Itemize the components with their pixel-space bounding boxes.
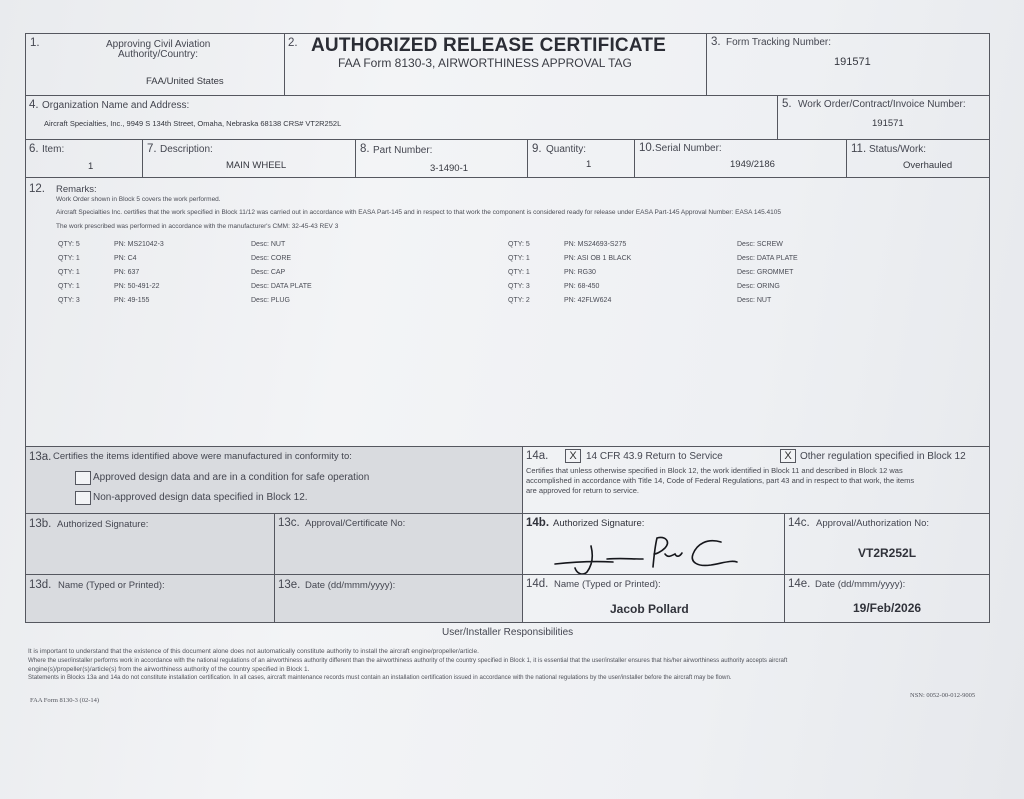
block-14e-number: 14e. xyxy=(788,578,811,590)
block-1-label-line2: Authority/Country: xyxy=(118,49,199,60)
block-9-label: Quantity: xyxy=(546,144,587,155)
part-qty: QTY: 2 xyxy=(508,297,530,304)
block-14a-text-3: are approved for return to service. xyxy=(526,486,639,495)
footer-line-2: Where the user/installer performs work in accordance with the national regulations of an airworthiness authority different than the airworthiness authority of the country specified in Block 1, it is essential that the user/installer ensures that his/her airworthiness authority accepts aircraft xyxy=(28,657,788,664)
quantity-value: 1 xyxy=(586,159,592,170)
part-desc: Desc: CAP xyxy=(251,269,286,276)
part-pn: PN: RG30 xyxy=(564,269,596,276)
block-13d-number: 13d. xyxy=(29,579,52,591)
block-10-number: 10. xyxy=(639,142,655,154)
printed-name: Jacob Pollard xyxy=(610,602,689,616)
block-9 xyxy=(528,140,635,178)
part-qty: QTY: 1 xyxy=(508,269,530,276)
footer-line-3: engine(s)/propeller(s)/article(s) from the airworthiness authority of the country specified in Block 1. xyxy=(28,666,310,673)
part-pn: PN: ASI OB 1 BLACK xyxy=(564,255,632,262)
part-qty: QTY: 1 xyxy=(58,283,80,290)
block-13a xyxy=(26,447,523,514)
block-9-number: 9. xyxy=(532,143,542,155)
part-desc: Desc: DATA PLATE xyxy=(251,283,312,290)
remarks-line-1: Work Order shown in Block 5 covers the work performed. xyxy=(56,196,221,203)
block-6 xyxy=(26,140,143,178)
other-regulation-checkbox[interactable]: X xyxy=(780,449,796,463)
block-14a-number: 14a. xyxy=(526,450,549,462)
approved-design-label: Approved design data and are in a condition for safe operation xyxy=(93,472,370,483)
block-13d xyxy=(26,575,275,622)
remarks-line-3: The work prescribed was performed in accordance with the manufacturer's CMM: 32-45-43 REV 3 xyxy=(56,223,339,230)
release-date: 19/Feb/2026 xyxy=(853,601,922,615)
block-12-remarks xyxy=(26,178,989,447)
part-desc: Desc: CORE xyxy=(251,255,292,262)
block-1-number: 1. xyxy=(30,37,40,49)
block-4 xyxy=(26,96,778,140)
part-desc: Desc: ORING xyxy=(737,283,780,290)
block-14c xyxy=(785,514,989,575)
block-13a-label: Certifies the items identified above were manufactured in conformity to: xyxy=(53,451,352,462)
block-13c-number: 13c. xyxy=(278,517,300,529)
part-pn: PN: 637 xyxy=(114,269,140,276)
block-5-label: Work Order/Contract/Invoice Number: xyxy=(798,99,966,110)
block-1-label-line1: Approving Civil Aviation xyxy=(106,39,211,50)
part-qty: QTY: 3 xyxy=(508,283,530,290)
part-desc: Desc: PLUG xyxy=(251,297,290,304)
part-desc: Desc: NUT xyxy=(251,241,286,248)
work-order-number: 191571 xyxy=(872,118,904,129)
nsn-number: NSN: 0052-00-012-9005 xyxy=(910,692,976,699)
block-12-number: 12. xyxy=(29,183,45,195)
part-qty: QTY: 1 xyxy=(508,255,530,262)
part-qty: QTY: 3 xyxy=(58,297,80,304)
part-pn: PN: MS24693-S275 xyxy=(564,241,627,248)
part-qty: QTY: 1 xyxy=(58,255,80,262)
block-14c-label: Approval/Authorization No: xyxy=(816,518,930,529)
block-12-label: Remarks: xyxy=(56,184,97,195)
block-6-label: Item: xyxy=(42,144,65,155)
block-13e xyxy=(275,575,523,622)
part-pn: PN: 50-491-22 xyxy=(114,283,160,290)
block-11 xyxy=(847,140,989,178)
block-13b-label: Authorized Signature: xyxy=(57,519,149,530)
organization-address: Aircraft Specialties, Inc., 9949 S 134th Street, Omaha, Nebraska 68138 CRS# VT2R252L xyxy=(44,119,342,128)
status-work-value: Overhauled xyxy=(903,160,953,171)
part-number-value: 3-1490-1 xyxy=(430,163,469,174)
block-14c-number: 14c. xyxy=(788,517,810,529)
block-13e-number: 13e. xyxy=(278,579,301,591)
block-4-label: Organization Name and Address: xyxy=(42,100,190,111)
block-8-number: 8. xyxy=(360,143,370,155)
block-2-number: 2. xyxy=(288,37,298,49)
user-installer-heading: User/Installer Responsibilities xyxy=(442,627,574,638)
part-pn: PN: C4 xyxy=(114,255,137,262)
block-13e-label: Date (dd/mmm/yyyy): xyxy=(305,580,396,591)
non-approved-design-checkbox[interactable] xyxy=(75,491,91,505)
block-11-label: Status/Work: xyxy=(869,144,927,155)
block-3 xyxy=(707,34,989,96)
part-desc: Desc: SCREW xyxy=(737,241,783,248)
block-5-number: 5. xyxy=(782,98,792,110)
block-8 xyxy=(356,140,528,178)
block-13b-number: 13b. xyxy=(29,518,52,530)
block-10 xyxy=(635,140,847,178)
form-identifier: FAA Form 8130-3 (02-14) xyxy=(30,697,100,704)
block-8-label: Part Number: xyxy=(373,145,433,156)
approved-design-checkbox[interactable] xyxy=(75,471,91,485)
part-desc: Desc: GROMMET xyxy=(737,269,794,276)
block-14b-number: 14b. xyxy=(526,517,550,529)
form-subtitle: FAA Form 8130-3, AIRWORTHINESS APPROVAL TAG xyxy=(338,56,632,70)
block-14d-label: Name (Typed or Printed): xyxy=(554,579,661,590)
part-qty: QTY: 1 xyxy=(58,269,80,276)
non-approved-design-label: Non-approved design data specified in Block 12. xyxy=(93,492,308,503)
block-13c xyxy=(275,514,523,575)
block-5 xyxy=(778,96,989,140)
form-tracking-number: 191571 xyxy=(834,56,871,68)
footer-line-4: Statements in Blocks 13a and 14a do not constitute installation certification. In all cases, aircraft maintenance records must contain an installation certification issued in accordance with the national regulations by the user/installer before the aircraft may be flown. xyxy=(28,674,732,681)
part-pn: PN: 49-155 xyxy=(114,297,150,304)
block-13b xyxy=(26,514,275,575)
authorized-signature xyxy=(553,532,743,574)
description-value: MAIN WHEEL xyxy=(226,160,287,171)
return-to-service-label: 14 CFR 43.9 Return to Service xyxy=(586,451,723,462)
block-11-number: 11. xyxy=(851,143,867,155)
block-13c-label: Approval/Certificate No: xyxy=(305,518,406,529)
part-qty: QTY: 5 xyxy=(508,241,530,248)
part-pn: PN: 68-450 xyxy=(564,283,600,290)
block-14a-text-2: accomplished in accordance with Title 14, Code of Federal Regulations, part 43 and in respect to that work, the items xyxy=(526,476,915,485)
approval-authorization-number: VT2R252L xyxy=(858,546,917,560)
block-1 xyxy=(26,34,285,96)
part-pn: PN: MS21042-3 xyxy=(114,241,164,248)
part-desc: Desc: NUT xyxy=(737,297,772,304)
block-3-label: Form Tracking Number: xyxy=(726,37,832,48)
block-14d xyxy=(523,575,785,622)
block-7-number: 7. xyxy=(147,143,157,155)
approving-authority-value: FAA/United States xyxy=(146,76,224,87)
block-2 xyxy=(285,34,707,96)
release-certificate-form xyxy=(25,33,990,623)
block-7 xyxy=(143,140,356,178)
block-3-number: 3. xyxy=(711,36,721,48)
other-regulation-label: Other regulation specified in Block 12 xyxy=(800,451,966,462)
item-value: 1 xyxy=(88,161,94,172)
block-14a-text-1: Certifies that unless otherwise specified in Block 12, the work identified in Block 11 and described in Block 12 was xyxy=(526,466,903,475)
block-13d-label: Name (Typed or Printed): xyxy=(58,580,165,591)
block-10-label: Serial Number: xyxy=(655,143,722,154)
block-13a-number: 13a. xyxy=(29,451,52,463)
block-6-number: 6. xyxy=(29,143,39,155)
form-title: AUTHORIZED RELEASE CERTIFICATE xyxy=(311,35,667,56)
block-14e-label: Date (dd/mmm/yyyy): xyxy=(815,579,906,590)
part-qty: QTY: 5 xyxy=(58,241,80,248)
block-4-number: 4. xyxy=(29,99,39,111)
block-14b-label: Authorized Signature: xyxy=(553,518,645,529)
block-14e xyxy=(785,575,989,622)
block-14b xyxy=(523,514,785,575)
serial-number-value: 1949/2186 xyxy=(730,159,775,170)
block-14d-number: 14d. xyxy=(526,578,549,590)
return-to-service-checkbox[interactable]: X xyxy=(565,449,581,463)
block-14a xyxy=(523,447,989,514)
part-pn: PN: 42FLW624 xyxy=(564,297,612,304)
block-7-label: Description: xyxy=(160,144,213,155)
remarks-line-2: Aircraft Specialties Inc. certifies that the work specified in Block 11/12 was carried out in accordance with EASA Part-145 and in respect to that work the component is considered ready for release under EASA Part-145 Approval Number: EASA 145.4105 xyxy=(56,209,782,216)
footer-line-1: It is important to understand that the existence of this document alone does not automatically constitute authority to install the aircraft engine/propeller/article. xyxy=(28,648,479,655)
part-desc: Desc: DATA PLATE xyxy=(737,255,798,262)
